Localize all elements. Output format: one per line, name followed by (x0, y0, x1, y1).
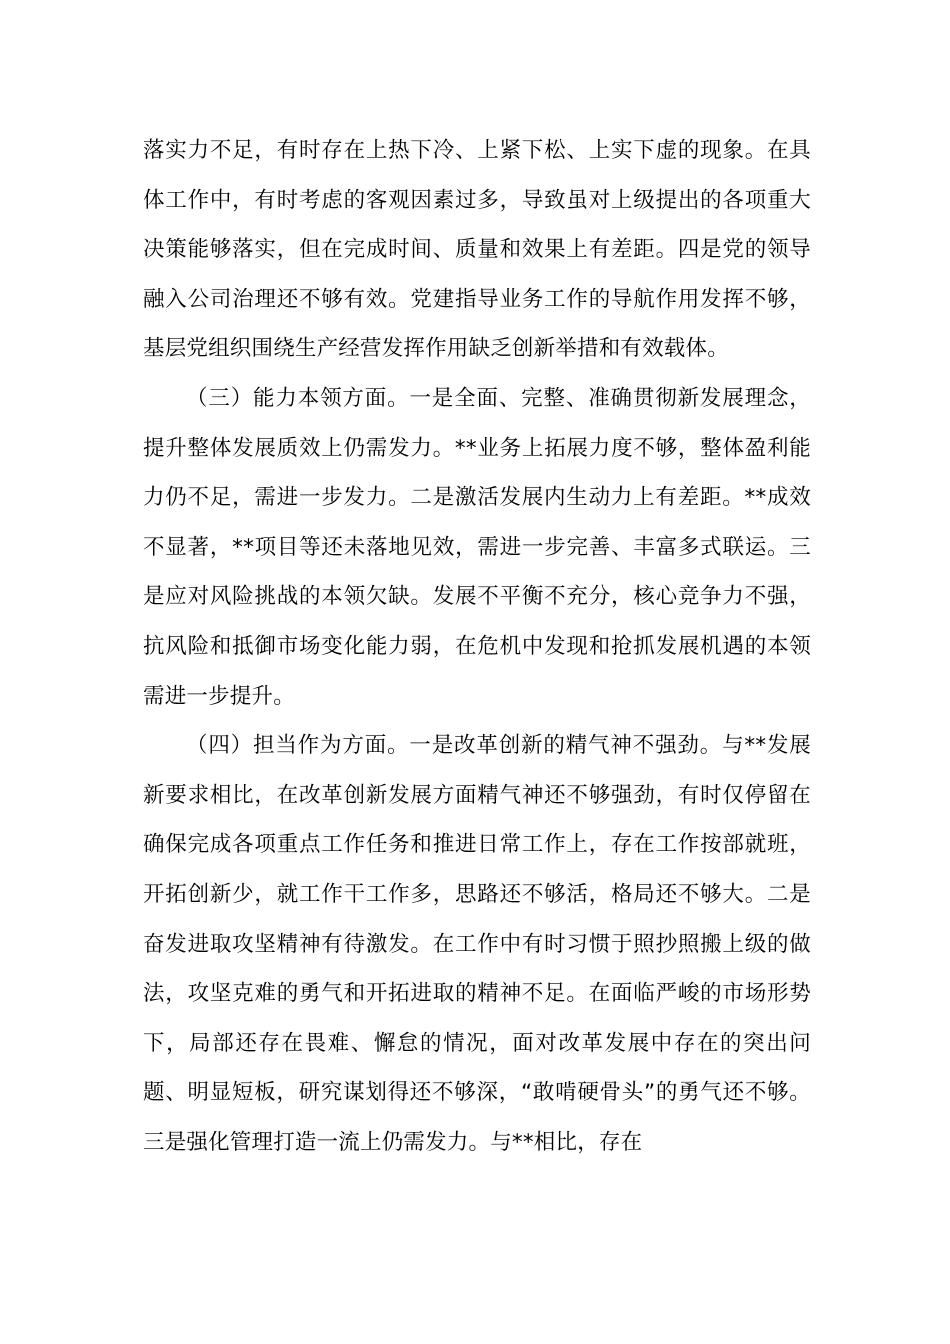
paragraph-section-4: （四）担当作为方面。一是改革创新的精气神不强劲。与**发展新要求相比，在改革创新发展方面精气神还不够强劲，有时仅停留在确保完成各项重点工作任务和推进日常工作上，存在工作按部就班，开拓创新少，就工作干工作多，思路还不够活，格局还不够大。二是奋发进取攻坚精神有待激发。在工作中有时习惯于照抄照搬上级的做法，攻坚克难的勇气和开拓进取的精神不足。在面临严峻的市场形势下，局部还存在畏难、懈怠的情况，面对改革发展中存在的突出问题、明显短板，研究谋划得还不够深，“敢啃硬骨头”的勇气还不够。三是强化管理打造一流上仍需发力。与**相比，存在 (143, 733, 811, 1155)
paragraph-section-3: （三）能力本领方面。一是全面、完整、准确贯彻新发展理念，提升整体发展质效上仍需发力。**业务上拓展力度不够，整体盈利能力仍不足，需进一步发力。二是激活发展内生动力上有差距。**成效不显著，**项目等还未落地见效，需进一步完善、丰富多式联运。三是应对风险挑战的本领欠缺。发展不平衡不充分，核心竞争力不强，抗风险和抵御市场变化能力弱，在危机中发现和抢抓发展机遇的本领需进一步提升。 (143, 385, 811, 709)
document-body (143, 126, 811, 1167)
paragraph-continuation: 落实力不足，有时存在上热下冷、上紧下松、上实下虚的现象。在具体工作中，有时考虑的客观因素过多，导致虽对上级提出的各项重大决策能够落实，但在完成时间、质量和效果上有差距。四是党的领导融入公司治理还不够有效。党建指导业务工作的导航作用发挥不够，基层党组织围绕生产经营发挥作用缺乏创新举措和有效载体。 (143, 138, 811, 362)
